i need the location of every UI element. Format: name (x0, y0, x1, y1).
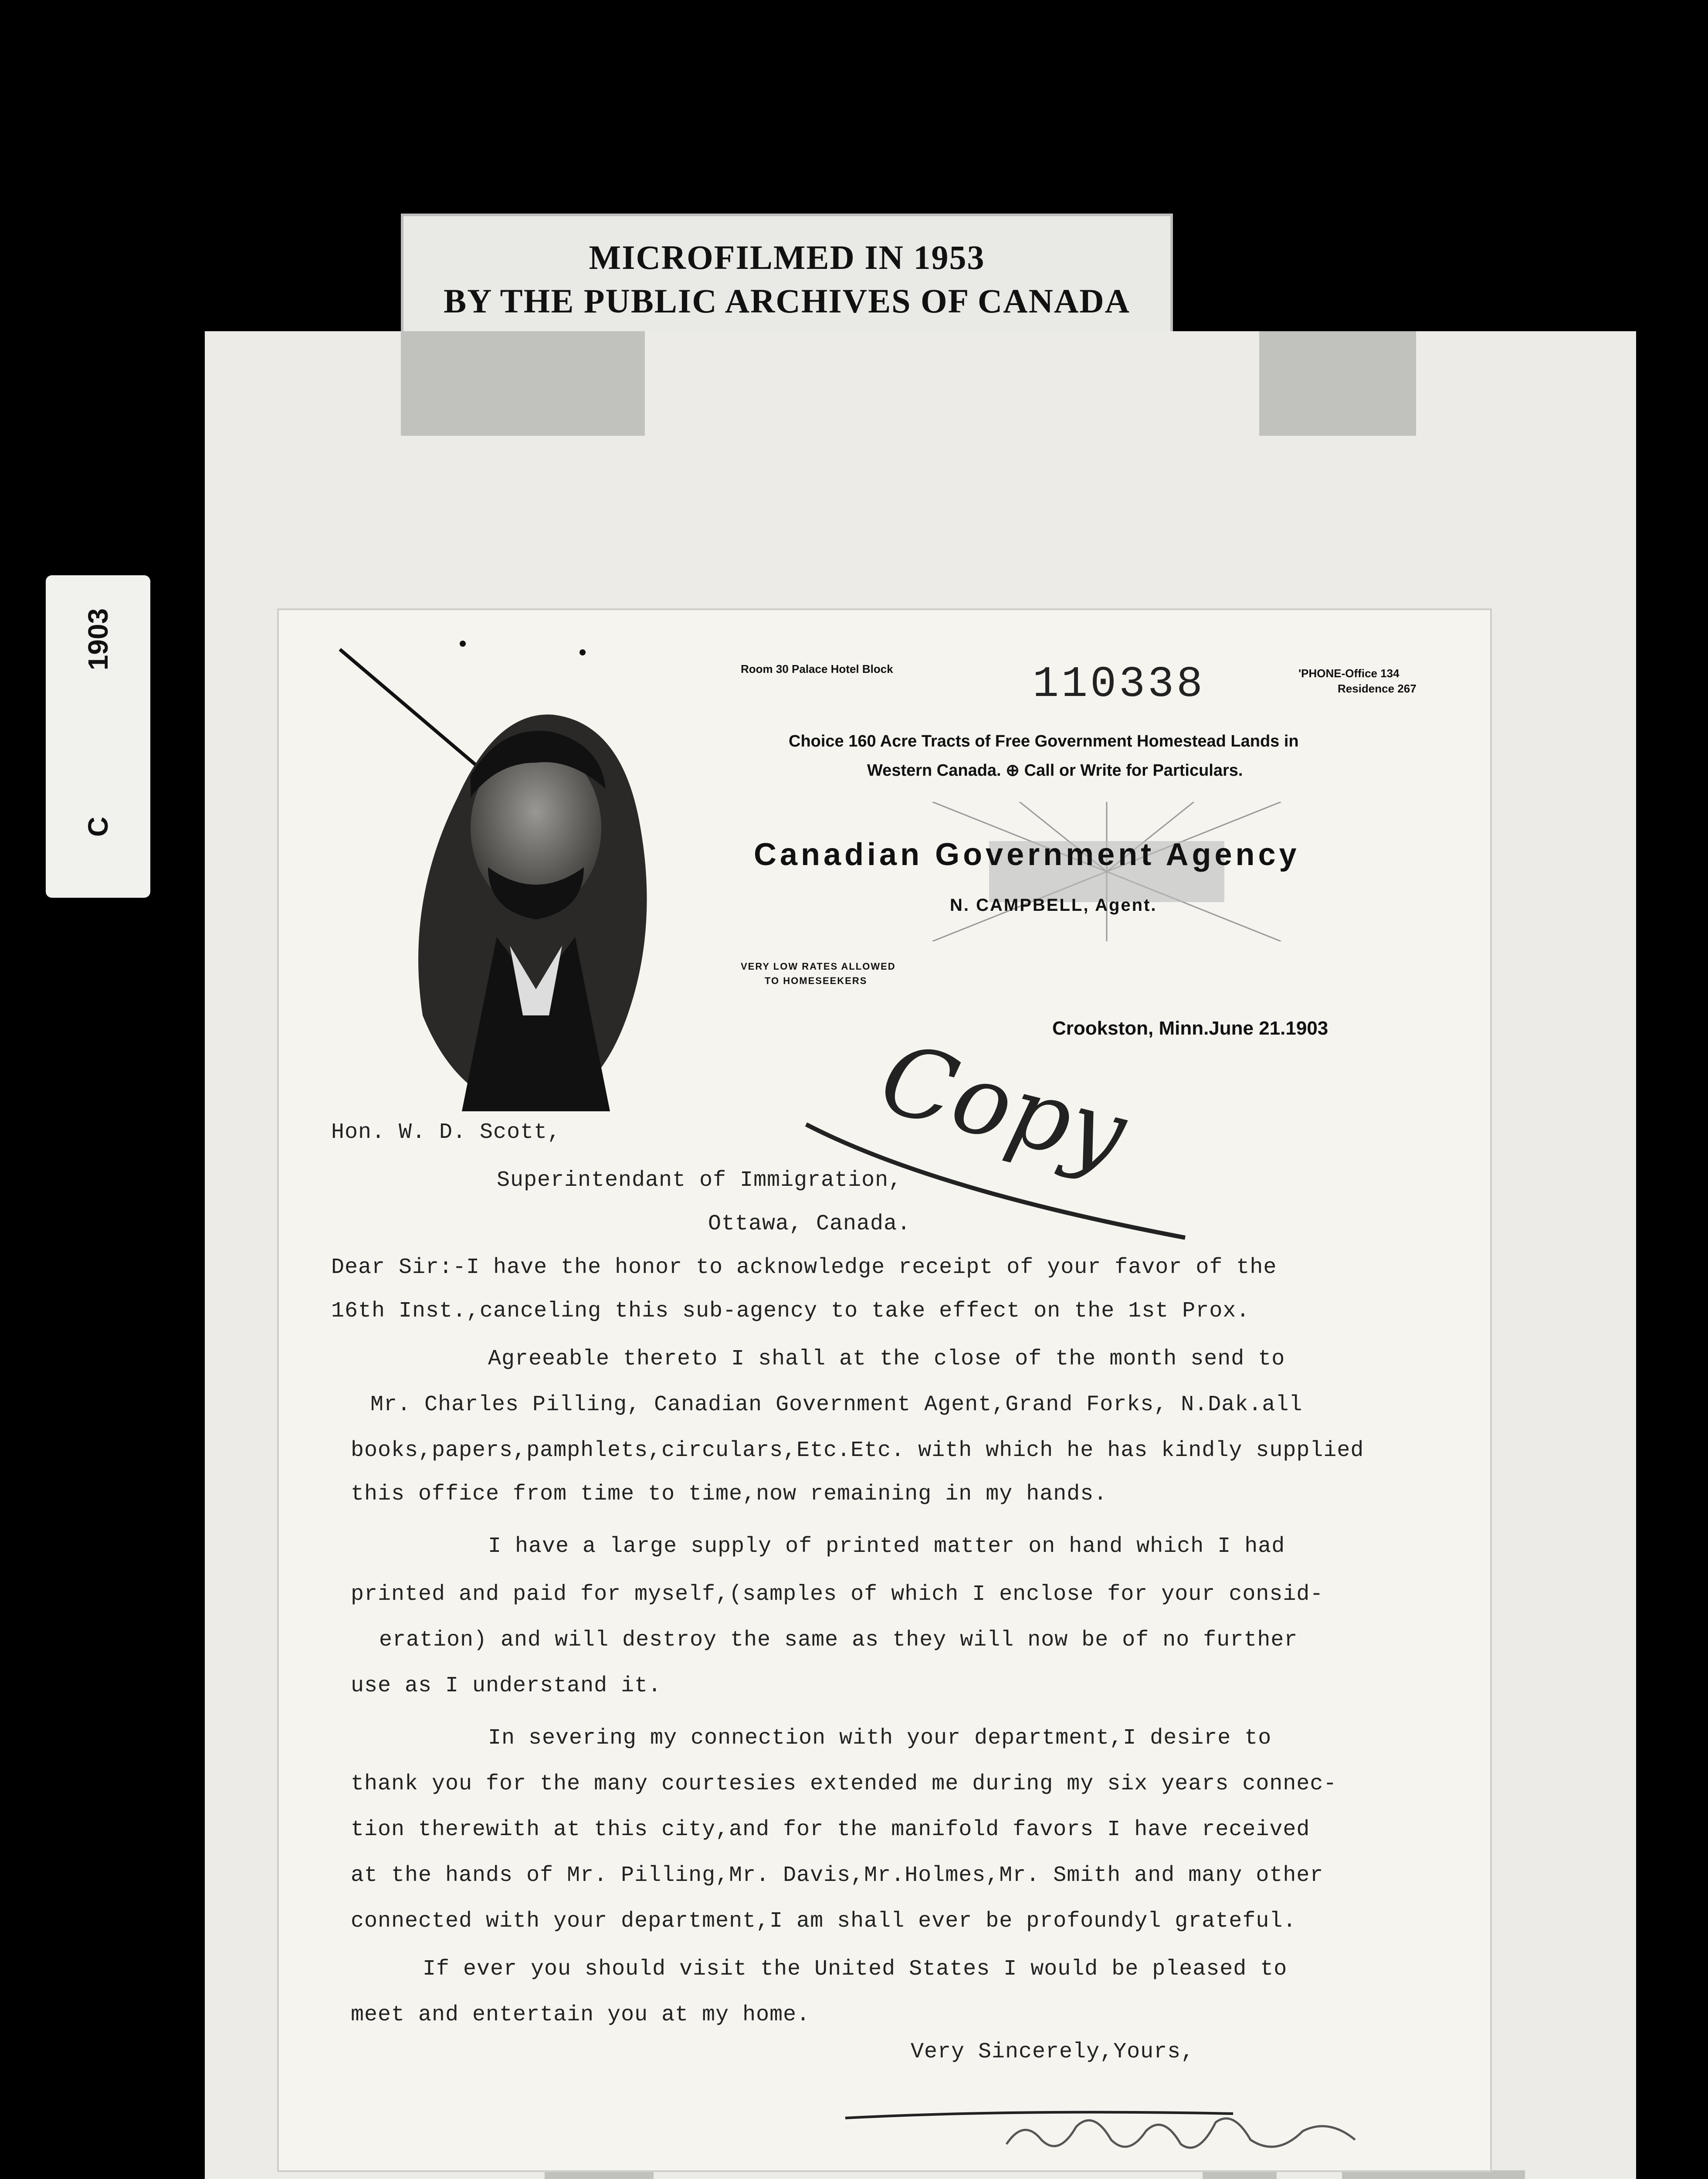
body-line: eration) and will destroy the same as they will now be of no further (379, 1628, 1298, 1653)
tape-bottom-middle (1203, 2170, 1277, 2179)
stamp-line-1: MICROFILMED IN 1953 (589, 238, 985, 276)
body-line: use as I understand it. (351, 1673, 662, 1698)
microfilm-stamp (401, 214, 1173, 336)
body-line: In severing my connection with your department,I desire to (488, 1726, 1272, 1751)
tagline-2: Western Canada. ⊕ Call or Write for Particulars. (867, 761, 1243, 780)
body-line: thank you for the many courtesies extended me during my six years connec- (351, 1772, 1337, 1796)
body-line: Dear Sir:-I have the honor to acknowledge receipt of your favor of the (331, 1255, 1277, 1280)
reel-letter: C (82, 816, 114, 837)
body-line: meet and entertain you at my home. (351, 2003, 810, 2027)
body-line: I have a large supply of printed matter on hand which I had (488, 1534, 1285, 1559)
recipient-name: Hon. W. D. Scott, (331, 1120, 561, 1145)
reel-year: 1903 (82, 608, 114, 671)
portrait-image (396, 684, 667, 1120)
rates-line-1: VERY LOW RATES ALLOWED (741, 961, 896, 972)
tape-top-right (1259, 331, 1416, 436)
body-line: If ever you should visit the United States I would be pleased to (423, 1957, 1288, 1982)
agency-name: Canadian Government Agency (754, 837, 1300, 872)
letter-page (279, 610, 1490, 2170)
body-line: printed and paid for myself,(samples of which I enclose for your consid- (351, 1582, 1324, 1607)
body-line: books,papers,pamphlets,circulars,Etc.Etc. with which he has kindly supplied (351, 1438, 1364, 1463)
tape-bottom-left (545, 2170, 654, 2179)
signature (841, 2092, 1407, 2162)
place-date: Crookston, Minn.June 21.1903 (1052, 1018, 1328, 1039)
letterhead-address: Room 30 Palace Hotel Block (741, 662, 893, 675)
recipient-city: Ottawa, Canada. (708, 1212, 911, 1236)
rates-line-2: TO HOMESEEKERS (765, 975, 868, 986)
body-line: this office from time to time,now remaining in my hands. (351, 1482, 1108, 1507)
phone-office: 'PHONE-Office 134 (1298, 667, 1400, 680)
recipient-title: Superintendant of Immigration, (497, 1168, 902, 1193)
stamp-line-2: BY THE PUBLIC ARCHIVES OF CANADA (444, 282, 1130, 320)
body-line: Agreeable thereto I shall at the close of the month send to (488, 1347, 1285, 1371)
phone-residence: Residence 267 (1338, 682, 1417, 695)
tape-top-left (401, 331, 645, 436)
closing: Very Sincerely,Yours, (911, 2040, 1195, 2064)
body-line: 16th Inst.,canceling this sub-agency to take effect on the 1st Prox. (331, 1299, 1250, 1324)
copy-annotation: Copy (870, 1022, 1137, 1190)
body-line: at the hands of Mr. Pilling,Mr. Davis,Mr.Holmes,Mr. Smith and many other (351, 1863, 1324, 1888)
agent-name: N. CAMPBELL, Agent. (950, 896, 1157, 915)
punch-dot (580, 649, 586, 655)
body-line: connected with your department,I am shall ever be profoundyl grateful. (351, 1909, 1297, 1934)
reel-label (46, 575, 150, 898)
punch-dot (460, 641, 466, 647)
tagline-1: Choice 160 Acre Tracts of Free Government Homestead Lands in (789, 732, 1299, 750)
body-line: Mr. Charles Pilling, Canadian Government Agent,Grand Forks, N.Dak.all (370, 1392, 1303, 1417)
file-number: 110338 (1033, 660, 1206, 709)
body-line: tion therewith at this city,and for the manifold favors I have received (351, 1817, 1310, 1842)
tape-bottom-right (1342, 2170, 1525, 2179)
